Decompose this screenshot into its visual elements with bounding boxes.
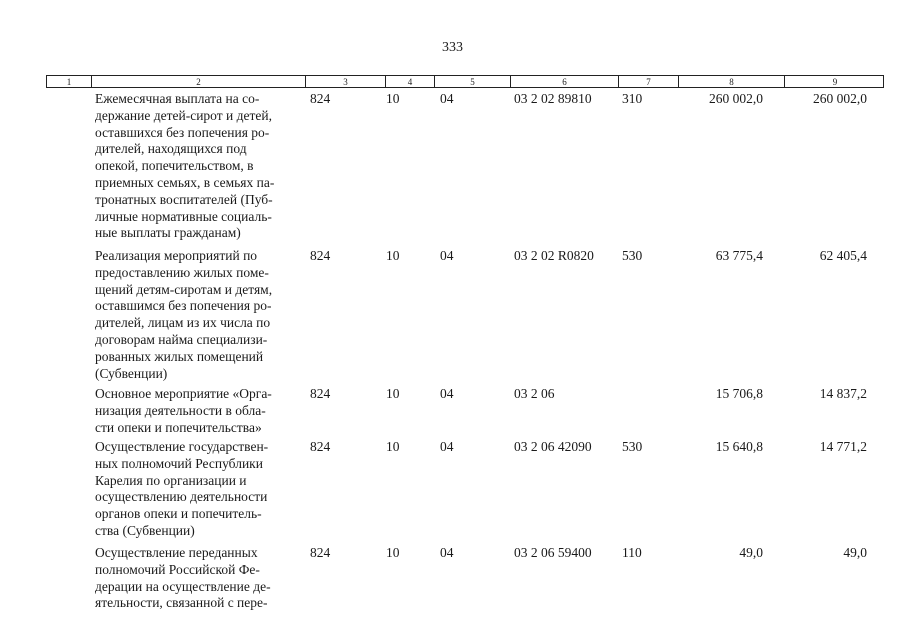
row-description — [95, 386, 272, 436]
description-line: ных полномочий Республики — [95, 455, 263, 471]
description-line: Карелия по организации и — [95, 472, 247, 488]
cell-target-article: 03 2 06 — [514, 386, 555, 401]
column-header-7: 7 — [618, 76, 678, 87]
table-row — [0, 91, 905, 242]
cell-expense-type: 310 — [622, 91, 643, 106]
cell-subsection: 04 — [440, 91, 454, 106]
cell-amount-col8: 15 640,8 — [715, 439, 763, 454]
cell-subsection: 04 — [440, 386, 454, 401]
description-line: полномочий Российской Фе- — [95, 561, 260, 577]
description-line: опекой, попечительством, в — [95, 158, 254, 174]
page-number: 333 — [442, 40, 463, 55]
description-line: оставшихся без попечения ро- — [95, 124, 270, 140]
column-header-3: 3 — [305, 76, 385, 87]
column-header-8: 8 — [678, 76, 784, 87]
column-header-6: 6 — [510, 76, 618, 87]
cell-amount-col9: 260 002,0 — [813, 91, 867, 106]
row-description — [95, 545, 271, 612]
cell-target-article: 03 2 02 89810 — [514, 91, 592, 106]
description-line: Ежемесячная выплата на со- — [95, 91, 260, 106]
description-line: осуществлению деятельности — [95, 489, 268, 505]
table-row — [0, 248, 905, 382]
cell-expense-type: 530 — [622, 439, 643, 454]
cell-expense-type: 110 — [622, 545, 642, 560]
description-line: Осуществление переданных — [95, 545, 258, 560]
description-line: держание детей-сирот и детей, — [95, 107, 272, 123]
description-line: Реализация мероприятий по — [95, 248, 258, 263]
cell-target-article: 03 2 06 42090 — [514, 439, 592, 454]
table-row — [0, 386, 905, 436]
description-line: ятельности, связанной с пере- — [95, 595, 268, 611]
description-line: сти опеки и попечительства» — [95, 419, 262, 435]
column-header-9: 9 — [784, 76, 885, 87]
description-line: дерации на осуществление де- — [95, 578, 271, 594]
cell-amount-col8: 15 706,8 — [715, 386, 763, 401]
cell-section: 10 — [386, 545, 400, 560]
table-row — [0, 545, 905, 612]
description-line: предоставлению жилых поме- — [95, 264, 269, 280]
description-line: ные выплаты гражданам) — [95, 225, 241, 241]
cell-amount-col9: 14 771,2 — [819, 439, 867, 454]
cell-subsection: 04 — [440, 439, 454, 454]
description-line: дителей, лицам из их числа по — [95, 315, 271, 331]
cell-target-article: 03 2 06 59400 — [514, 545, 592, 560]
cell-ministry-code: 824 — [310, 248, 331, 263]
cell-ministry-code: 824 — [310, 439, 331, 454]
description-line: (Субвенции) — [95, 365, 168, 381]
description-line: Основное мероприятие «Орга- — [95, 386, 272, 401]
cell-amount-col9: 14 837,2 — [819, 386, 867, 401]
cell-ministry-code: 824 — [310, 545, 331, 560]
column-header-2: 2 — [91, 76, 305, 87]
description-line: приемных семьях, в семьях па- — [95, 174, 275, 190]
cell-amount-col8: 49,0 — [739, 545, 763, 560]
description-line: щений детям-сиротам и детям, — [95, 281, 273, 297]
description-line: рованных жилых помещений — [95, 348, 264, 364]
description-line: Осуществление государствен- — [95, 439, 269, 454]
description-line: договорам найма специализи- — [95, 331, 268, 347]
column-header-4: 4 — [385, 76, 434, 87]
description-line: оставшимся без попечения ро- — [95, 298, 272, 314]
description-line: дителей, находящихся под — [95, 141, 247, 157]
description-line: ства (Субвенции) — [95, 522, 195, 538]
table-header — [46, 75, 884, 88]
cell-section: 10 — [386, 439, 400, 454]
cell-amount-col8: 260 002,0 — [709, 91, 763, 106]
cell-amount-col8: 63 775,4 — [715, 248, 763, 263]
description-line: личные нормативные социаль- — [95, 208, 272, 224]
row-description — [95, 439, 268, 540]
cell-subsection: 04 — [440, 545, 454, 560]
cell-section: 10 — [386, 248, 400, 263]
cell-target-article: 03 2 02 R0820 — [514, 248, 594, 263]
cell-ministry-code: 824 — [310, 386, 331, 401]
cell-section: 10 — [386, 386, 400, 401]
cell-subsection: 04 — [440, 248, 454, 263]
row-description — [95, 248, 272, 382]
cell-section: 10 — [386, 91, 400, 106]
column-header-1: 1 — [66, 77, 72, 87]
description-line: органов опеки и попечитель- — [95, 506, 262, 522]
table-row — [0, 439, 905, 540]
description-line: тронатных воспитателей (Пуб- — [95, 191, 273, 207]
cell-amount-col9: 49,0 — [843, 545, 867, 560]
description-line: низация деятельности в обла- — [95, 402, 266, 418]
cell-ministry-code: 824 — [310, 91, 331, 106]
row-description — [95, 91, 274, 242]
cell-amount-col9: 62 405,4 — [819, 248, 867, 263]
column-header-5: 5 — [434, 76, 510, 87]
cell-expense-type: 530 — [622, 248, 643, 263]
